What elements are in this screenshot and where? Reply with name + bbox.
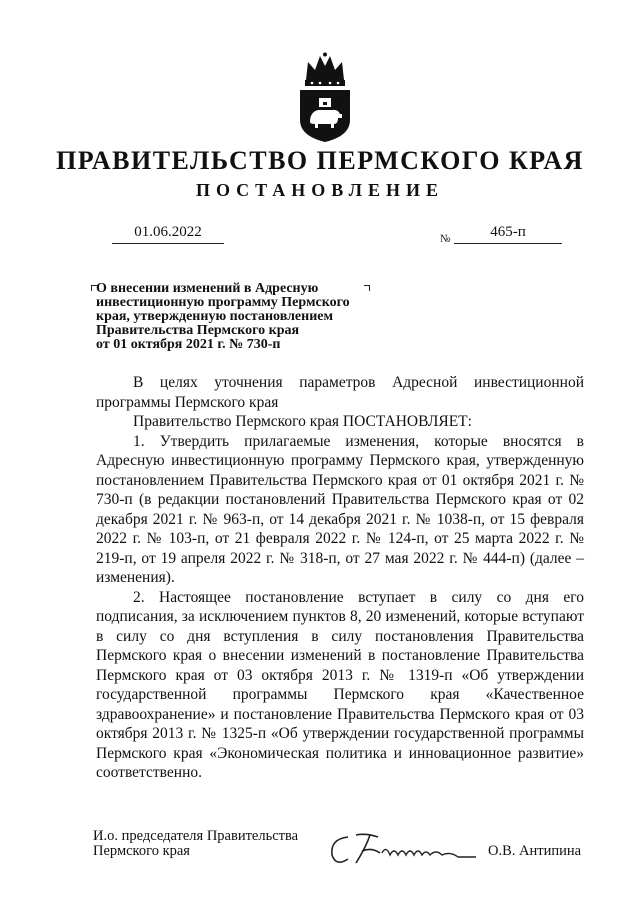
document-body — [96, 373, 584, 783]
document-date: 01.06.2022 — [112, 224, 224, 244]
signer-name: О.В. Антипина — [488, 843, 582, 859]
body-paragraph: Правительство Пермского края ПОСТАНОВЛЯЕТ: — [133, 413, 472, 430]
number-sign: № — [440, 233, 451, 245]
signer-position — [93, 829, 298, 859]
subject-line: инвестиционную программу Пермского — [96, 295, 350, 310]
subject-line: О внесении изменений в Адресную — [96, 281, 319, 296]
body-paragraph: В целях уточнения параметров Адресной инвестиционной программы Пермского края — [96, 374, 584, 411]
document-number: 465-п — [454, 224, 562, 244]
subject-line: края, утвержденную постановлением — [96, 309, 334, 324]
document-type: ПОСТАНОВЛЕНИЕ — [195, 180, 445, 200]
subject-line: Правительства Пермского края — [96, 323, 300, 338]
subject-line: от 01 октября 2021 г. № 730-п — [96, 337, 281, 352]
handwritten-signature — [326, 829, 486, 869]
signer-position-line: Пермского края — [93, 843, 190, 859]
coat-of-arms-icon — [296, 52, 354, 144]
body-paragraph: 1. Утвердить прилагаемые изменения, которые вносятся в Адресную инвестиционную программу Пермского края, утвержденную постановлением Правительства Пермского края от 01 октября 2021 г. № 730-п (в редакции постановлений Правительства Пермского края от 02 декабря 2021 г. № 963-п, от 14 декабря 2021 г. № 1038-п, от 15 февраля 2022 г. № 103-п, от 21 февраля 2022 г. № 124-п, от 25 марта 2022 г. № 219-п, от 19 апреля 2022 г. № 318-п, от 27 мая 2022 г. № 444-п) (далее – изменения). — [96, 432, 584, 586]
government-title: ПРАВИТЕЛЬСТВО ПЕРМСКОГО КРАЯ — [56, 146, 584, 175]
signer-position-line: И.о. председателя Правительства — [93, 828, 299, 844]
document-subject — [96, 282, 386, 352]
body-paragraph: 2. Настоящее постановление вступает в силу со дня его подписания, за исключением пунктов 8, 20 изменений, которые вступают в силу со дня вступления в силу постановления Правительства Пермского края о внесении изменений в постановление Правительства Пермского края от 03 октября 2013 г. № 1319-п «Об утверждении государственной программы Пермского края «Качественное здравоохранение» и постановление Правительства Пермского края от 03 октября 2013 г. № 1325-п «Об утверждении государственной программы Пермского края «Экономическая политика и инновационное развитие» соответственно. — [96, 588, 584, 781]
